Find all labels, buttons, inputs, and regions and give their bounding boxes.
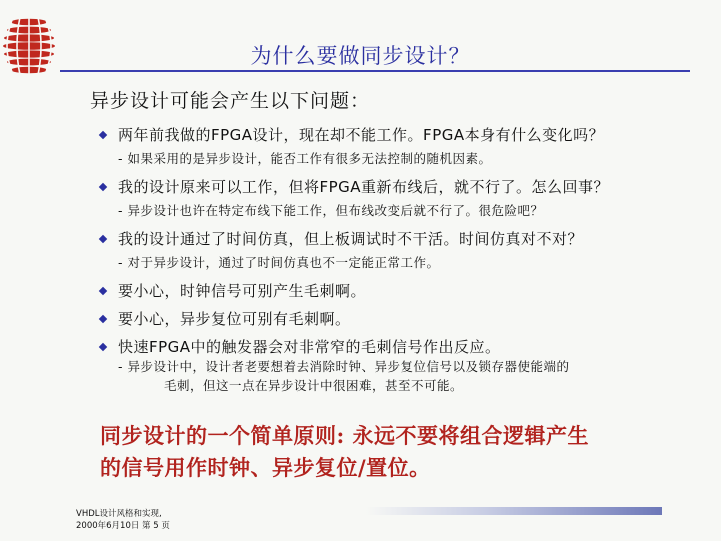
- bullet-sub-text: - 如果采用的是异步设计，能否工作有很多无法控制的随机因素。: [118, 151, 492, 166]
- diamond-bullet-icon: [99, 183, 107, 191]
- bullet-item: [100, 336, 501, 357]
- diamond-bullet-icon: [99, 235, 107, 243]
- bullet-sub-text: - 对于异步设计，通过了时间仿真也不一定能正常工作。: [118, 255, 440, 270]
- bullet-item: [100, 176, 609, 197]
- bullet-item: [100, 280, 366, 301]
- footer-decoration-bar: [366, 507, 662, 515]
- bullet-sub-text: - 异步设计中，设计者老要想着去消除时钟、异步复位信号以及锁存器使能端的: [118, 359, 570, 374]
- bullet-sub-text-continued: 毛刺，但这一点在异步设计中很困难，甚至不可能。: [164, 378, 464, 393]
- principle-statement: [100, 420, 680, 484]
- bullet-text: 要小心，异步复位可别有毛刺啊。: [118, 310, 351, 328]
- footer-line: VHDL设计风格和实现,: [76, 509, 162, 519]
- footer: [76, 508, 170, 532]
- bullet-text: 我的设计通过了时间仿真，但上板调试时不干活。时间仿真对不对？: [118, 230, 584, 248]
- bullet-item: [100, 124, 604, 145]
- diamond-bullet-icon: [99, 343, 107, 351]
- bullet-item: [100, 308, 351, 329]
- diamond-bullet-icon: [99, 315, 107, 323]
- bullet-text: 两年前我做的FPGA设计，现在却不能工作。FPGA本身有什么变化吗？: [118, 126, 605, 144]
- bullet-text: 快速FPGA中的触发器会对非常窄的毛刺信号作出反应。: [118, 338, 501, 356]
- diamond-bullet-icon: [99, 287, 107, 295]
- bullet-text: 我的设计原来可以工作，但将FPGA重新布线后，就不行了。怎么回事？: [118, 178, 610, 196]
- bullet-sub-text: - 异步设计也许在特定布线下能工作，但布线改变后就不行了。很危险吧？: [118, 203, 544, 218]
- principle-line: 同步设计的一个简单原则: 永远不要将组合逻辑产生: [100, 423, 590, 448]
- bullet-text: 要小心，时钟信号可别产生毛刺啊。: [118, 282, 367, 300]
- title-divider: [60, 70, 690, 72]
- section-heading: 异步设计可能会产生以下问题：: [90, 90, 371, 112]
- slide-title: 为什么要做同步设计？: [250, 44, 471, 68]
- footer-page: 2000年6月10日 第 5 页: [76, 521, 170, 531]
- bullet-item: [100, 228, 583, 249]
- diamond-bullet-icon: [99, 131, 107, 139]
- principle-line: 的信号用作时钟、异步复位/置位。: [100, 455, 431, 480]
